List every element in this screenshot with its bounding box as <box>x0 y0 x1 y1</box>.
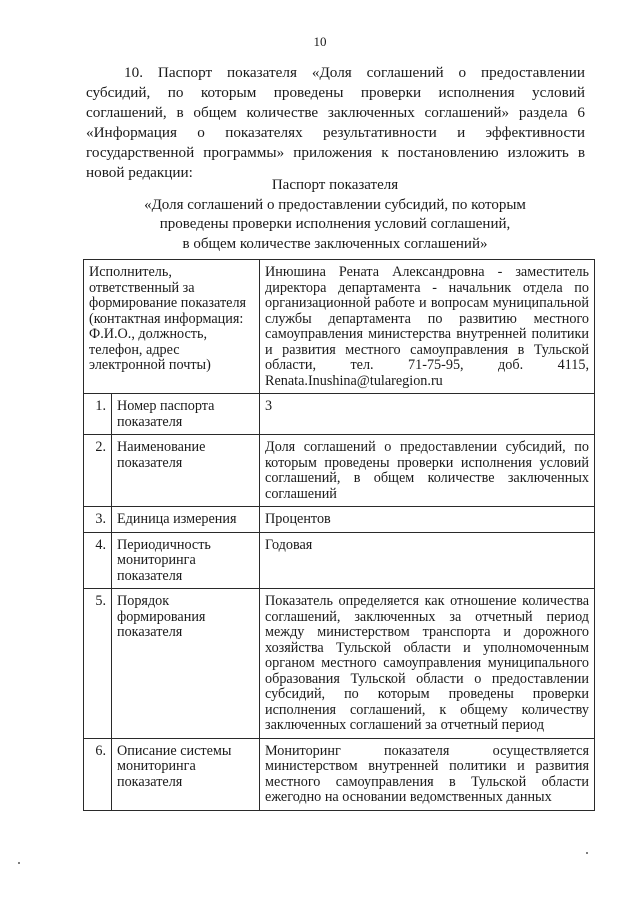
row-name: Периодичность мониторинга показателя <box>112 532 260 589</box>
row-number: 2. <box>84 435 112 507</box>
table-row <box>84 435 595 507</box>
title-line-1: Паспорт показателя <box>271 177 399 193</box>
page-number: 10 <box>313 34 327 49</box>
row-value: Доля соглашений о предоставлении субсидий, по которым проведены проверки исполнения условий соглашений, в общем количестве заключенных соглашений <box>260 435 595 507</box>
row-name: Единица измерения <box>112 507 260 533</box>
row-number: 3. <box>84 507 112 533</box>
scan-speck <box>586 852 588 854</box>
passport-title <box>80 176 590 254</box>
row-number: 1. <box>84 394 112 435</box>
table-row <box>84 532 595 589</box>
row-value: Мониторинг показателя осуществляется министерством внутренней политики и развития местного самоуправления в Тульской области ежегодно на основании ведомственных данных <box>260 738 595 810</box>
table-row <box>84 394 595 435</box>
table-row <box>84 738 595 810</box>
table-row-executor <box>84 260 595 394</box>
row-number: 4. <box>84 532 112 589</box>
row-name: Порядок формирования показателя <box>112 589 260 739</box>
title-line-2: «Доля соглашений о предоставлении субсидий, по которым <box>144 196 526 213</box>
row-value: Годовая <box>260 532 595 589</box>
executor-value: Инюшина Рената Александровна - заместитель директора департамента - начальник отдела по организационной работе и вопросам муниципальной службы департамента по развитию местного самоуправления министерства внутренней политики и развития местного самоуправления в Тульской области, тел. 71-75-95, доб. 4115, Renata.Inushina@tularegion.ru <box>260 260 595 394</box>
title-line-4: в общем количестве заключенных соглашений» <box>182 235 488 252</box>
row-value: Процентов <box>260 507 595 533</box>
scan-speck <box>18 862 20 864</box>
row-name: Номер паспорта показателя <box>112 394 260 435</box>
title-line-3: проведены проверки исполнения условий соглашений, <box>159 216 511 232</box>
table-row <box>84 589 595 739</box>
passport-table <box>83 259 595 811</box>
table-row <box>84 507 595 533</box>
intro-paragraph <box>86 63 585 183</box>
row-number: 6. <box>84 738 112 810</box>
row-number: 5. <box>84 589 112 739</box>
intro-text: 10. Паспорт показателя «Доля соглашений о предоставлении субсидий, по которым проведены проверки исполнения условий соглашений, в общем количестве заключенных соглашений» раздела 6 «Информация о показателях результативности и эффективности государственной программы» приложения к постановлению изложить в новой редакции: <box>86 64 585 181</box>
row-name: Описание системы мониторинга показателя <box>112 738 260 810</box>
executor-label: Исполнитель, ответственный за формирование показателя (контактная информация: Ф.И.О., должность, телефон, адрес электронной почты) <box>84 260 260 394</box>
row-value: Показатель определяется как отношение количества соглашений, заключенных за отчетный период между министерством транспорта и дорожного хозяйства Тульской области и уполномоченным органом местного самоуправления муниципального образования Тульской области о предоставлении субсидий, по которым проведены проверки исполнения соглашений, к общему количеству заключенных соглашений за отчетный период <box>260 589 595 739</box>
row-name: Наименование показателя <box>112 435 260 507</box>
row-value: 3 <box>260 394 595 435</box>
